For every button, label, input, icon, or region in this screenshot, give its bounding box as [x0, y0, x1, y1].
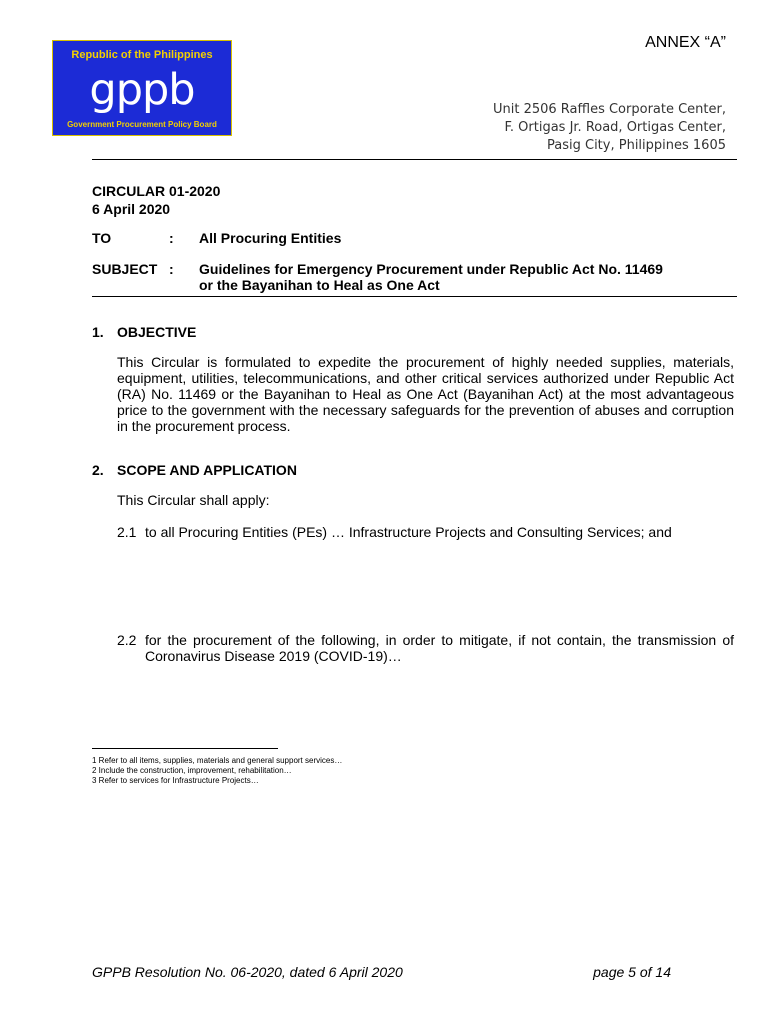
address-line: Unit 2506 Raffles Corporate Center,	[492, 102, 726, 117]
subject-text	[199, 261, 663, 293]
section-1-number: 1.	[92, 324, 104, 340]
item-2-1-text: to all Procuring Entities (PEs) … Infrastructure Projects and Consulting Services; and	[145, 524, 672, 540]
footer-resolution: GPPB Resolution No. 06-2020, dated 6 April 2020	[92, 964, 403, 980]
section-2-intro: This Circular shall apply:	[117, 492, 270, 508]
to-label: TO	[92, 230, 112, 246]
subject-colon: :	[169, 261, 174, 277]
footnote: 2 Include the construction, improvement, rehabilitation…	[92, 766, 292, 775]
logo-mark: gppb	[89, 65, 195, 115]
header-divider	[92, 159, 737, 160]
subject-label: SUBJECT	[92, 261, 158, 277]
item-2-1-number: 2.1	[117, 524, 137, 540]
subject-line-1: Guidelines for Emergency Procurement under Republic Act No. 11469	[199, 261, 663, 277]
gppb-logo	[52, 40, 232, 136]
footer-page-number: page 5 of 14	[593, 964, 671, 980]
circular-date: 6 April 2020	[92, 201, 171, 217]
footnotes	[92, 756, 737, 786]
item-2-2-number: 2.2	[117, 632, 137, 648]
footnote: 3 Refer to services for Infrastructure Projects…	[92, 776, 259, 785]
item-2-2-text: for the procurement of the following, in order to mitigate, if not contain, the transmission of Coronavirus Disease 2019 (COVID-19)…	[145, 632, 734, 664]
subject-line-2: or the Bayanihan to Heal as One Act	[199, 277, 440, 293]
address-line: Pasig City, Philippines 1605	[547, 138, 726, 153]
to-value: All Procuring Entities	[199, 230, 342, 246]
footnote: 1 Refer to all items, supplies, materials and general support services…	[92, 756, 343, 765]
circular-number: CIRCULAR 01-2020	[92, 183, 221, 199]
address-line: F. Ortigas Jr. Road, Ortigas Center,	[504, 120, 726, 135]
section-1-text: This Circular is formulated to expedite the procurement of highly needed supplies, materials, equipment, utilities, telecommunications, and other critical services authorized under Republic Act (RA) No. 11469 or the Bayanihan to Heal as One Act (Bayanihan Act) at the most advantageous price to the government with the necessary safeguards for the prevention of abuses and corruption in the procurement process.	[117, 354, 734, 434]
logo-top-text: Republic of the Philippines	[71, 49, 213, 61]
circular-block	[92, 182, 220, 218]
section-2-number: 2.	[92, 462, 104, 478]
section-1-title: OBJECTIVE	[117, 324, 197, 340]
address-block	[406, 101, 726, 155]
subject-divider	[92, 296, 737, 297]
section-2-title: SCOPE AND APPLICATION	[117, 462, 297, 478]
to-colon: :	[169, 230, 174, 246]
annex-label: ANNEX “A”	[645, 34, 726, 51]
page-footer	[92, 964, 671, 980]
logo-bottom-text: Government Procurement Policy Board	[67, 120, 217, 129]
footnote-divider	[92, 748, 278, 749]
